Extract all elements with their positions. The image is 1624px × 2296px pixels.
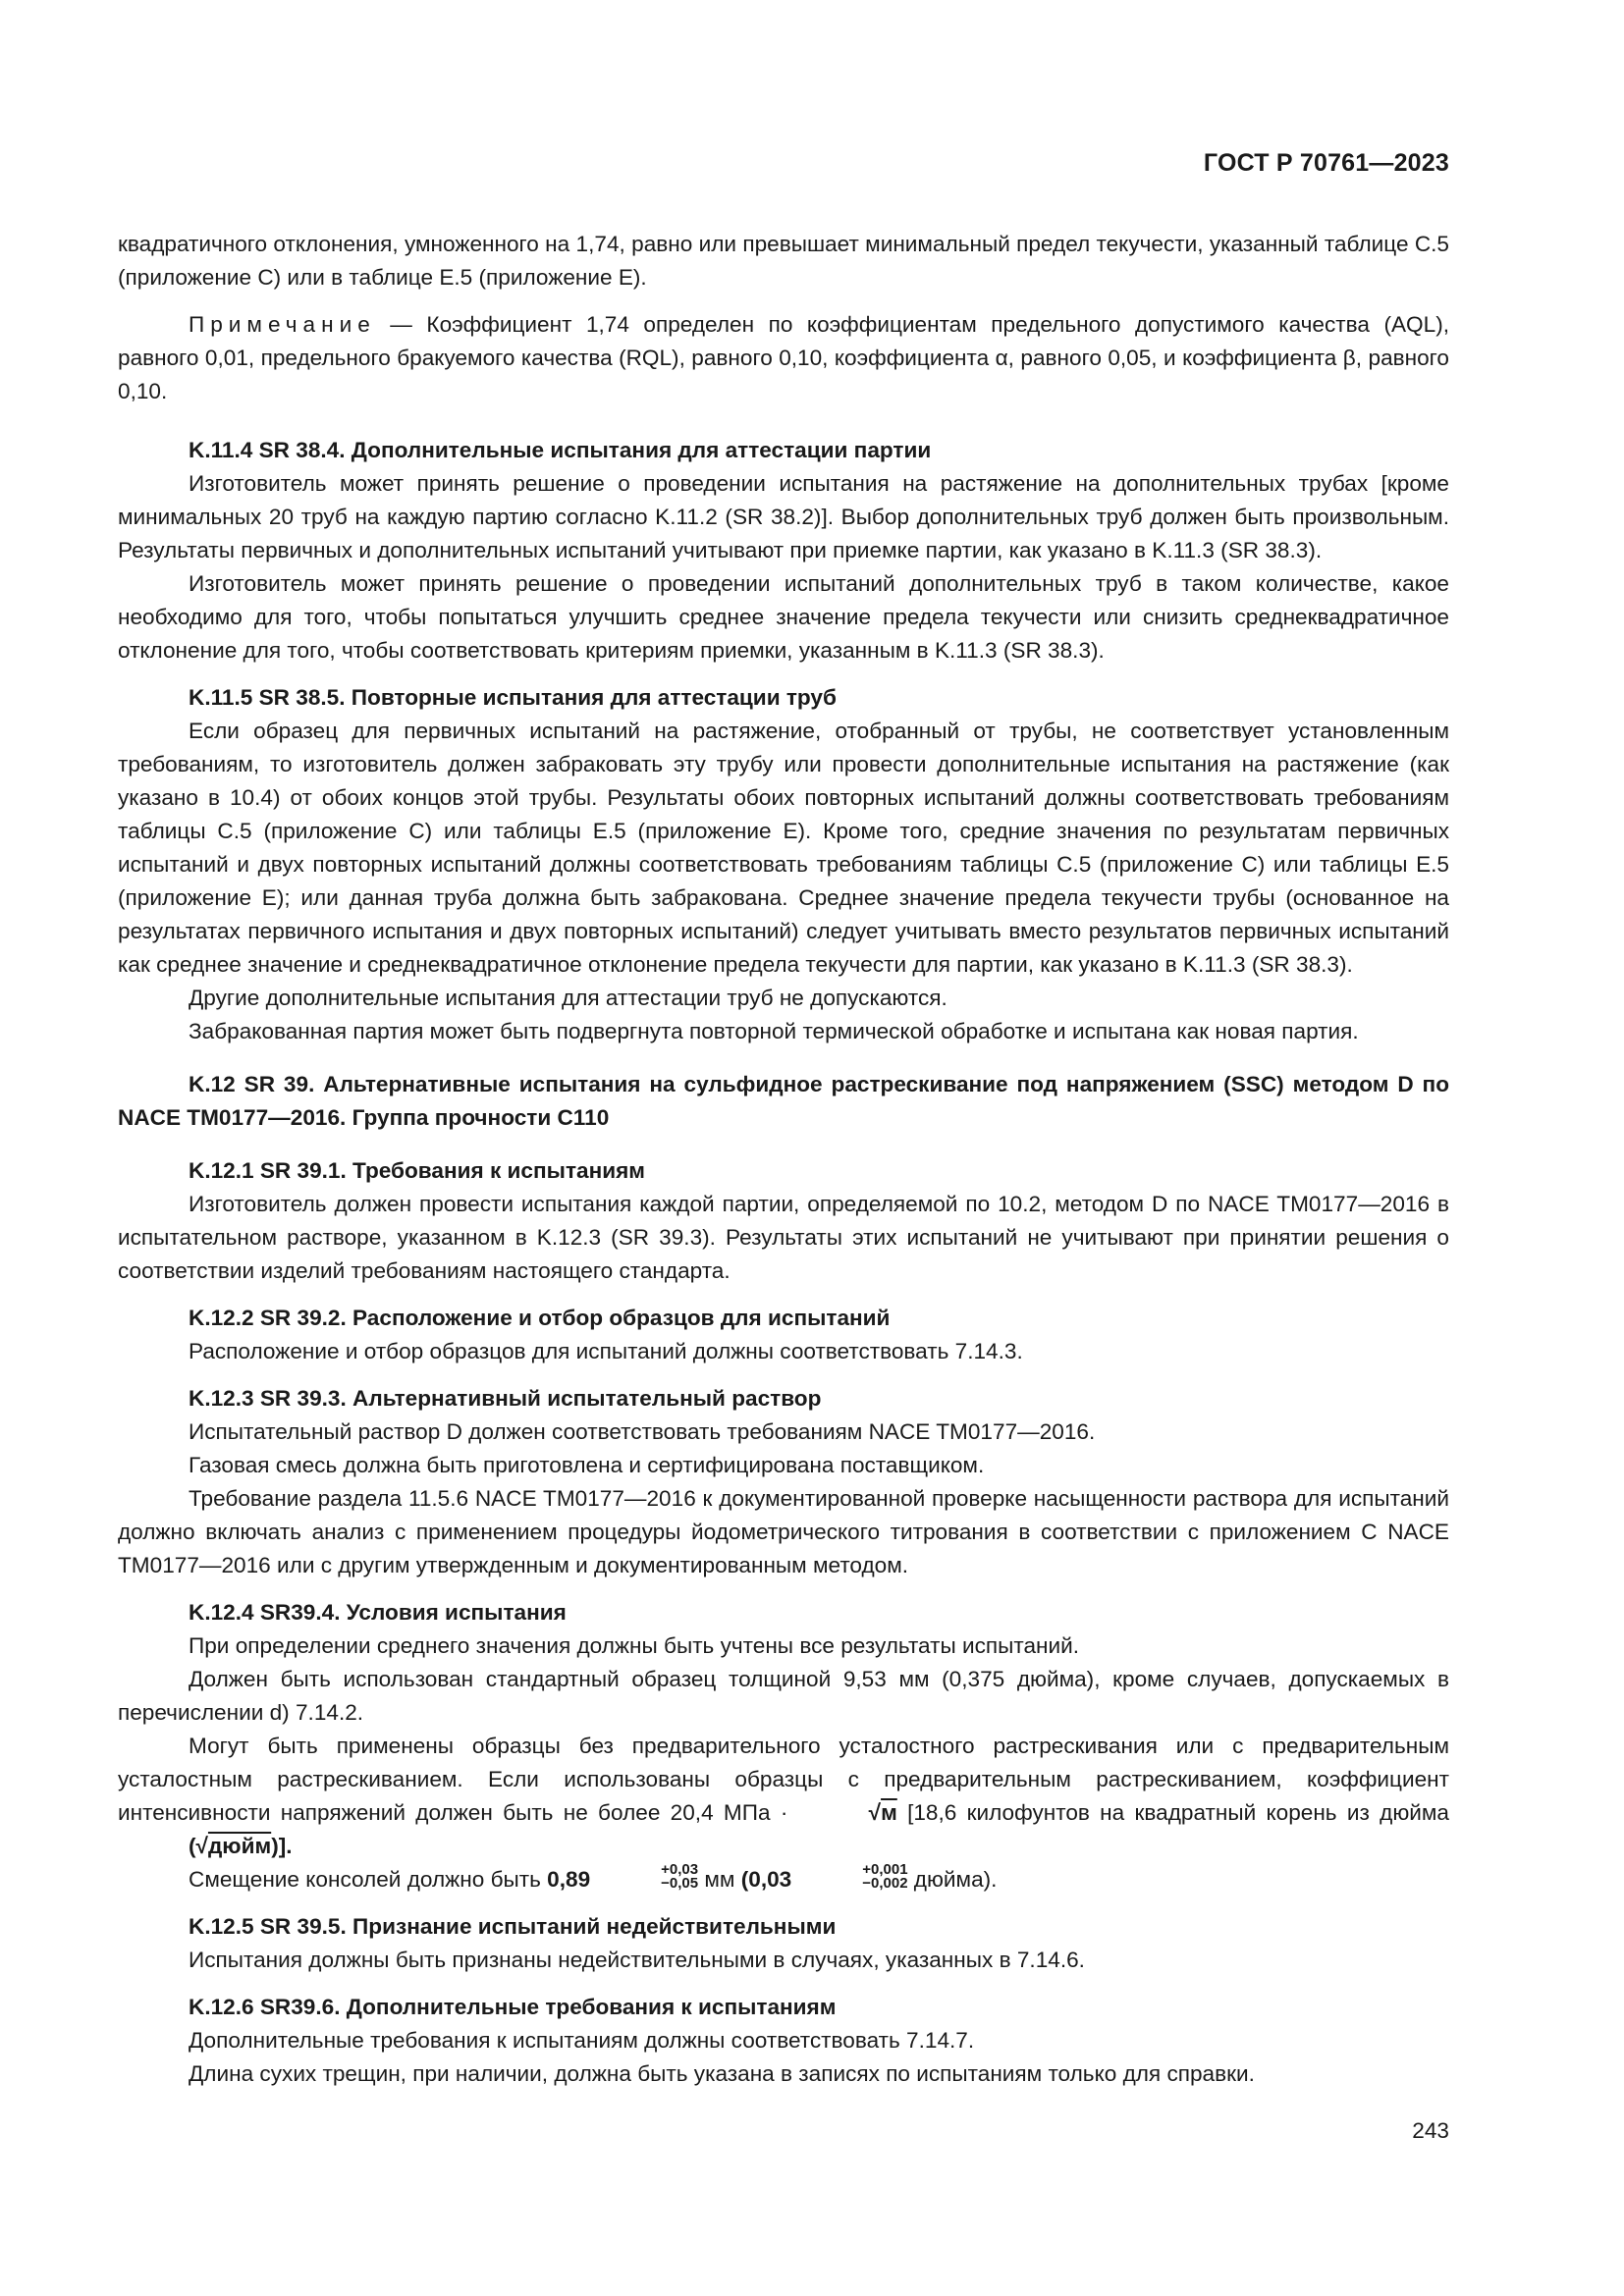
section-heading-k126: K.12.6 SR39.6. Дополнительные требования к испытаниям <box>189 1995 837 2019</box>
paragraph: Должен быть использован стандартный образец толщиной 9,53 мм (0,375 дюйма), кроме случаев, допускаемых в перечислении d) 7.14.2. <box>118 1667 1449 1725</box>
section-heading-k115: K.11.5 SR 38.5. Повторные испытания для аттестации труб <box>189 685 837 710</box>
section-heading-k122: K.12.2 SR 39.2. Расположение и отбор образцов для испытаний <box>189 1306 891 1330</box>
section-heading-k125: K.12.5 SR 39.5. Признание испытаний недействительными <box>189 1914 837 1939</box>
section-heading-k123: K.12.3 SR 39.3. Альтернативный испытательный раствор <box>189 1386 822 1411</box>
displacement-mm-tolerance: +0,03 −0,05 <box>661 1861 699 1893</box>
paragraph: Требование раздела 11.5.6 NACE TM0177—2016 к документированной проверке насыщенности раствора для испытаний должно включать анализ с применением процедуры йодометрического титрования в соответствии с приложением С NACE TM0177—2016 или с другим утвержденным и документированным методом. <box>118 1486 1449 1577</box>
paragraph: Другие дополнительные испытания для аттестации труб не допускаются. <box>189 986 947 1010</box>
paragraph: Изготовитель должен провести испытания каждой партии, определяемой по 10.2, методом D по NACE TM0177—2016 в испытательном растворе, указанном в K.12.3 (SR 39.3). Результаты этих испытаний не учитывают при принятии решения о соответствии изделий требованиям настоящего стандарта. <box>118 1192 1449 1283</box>
note-label: Примечание <box>189 312 376 337</box>
paragraph: Испытания должны быть признаны недействительными в случаях, указанных в 7.14.6. <box>189 1948 1085 1972</box>
sqrt-inch-formula: (√дюйм) <box>189 1834 279 1858</box>
displacement-mm-value: 0,89 <box>547 1867 591 1892</box>
standard-header: ГОСТ Р 70761—2023 <box>1203 149 1449 177</box>
note <box>118 308 1449 408</box>
document-body <box>118 228 1449 2091</box>
page-number: 243 <box>1412 2118 1449 2143</box>
paragraph: Испытательный раствор D должен соответствовать требованиям NACE TM0177—2016. <box>189 1419 1096 1444</box>
paragraph: Изготовитель может принять решение о проведении испытаний дополнительных труб в таком количестве, какое необходимо для того, чтобы попытаться улучшить среднее значение предела текучести или снизить среднеквадратичное отклонение для того, чтобы соответствовать критериям приемки, указанным в K.11.3 (SR 38.3). <box>118 571 1449 663</box>
paragraph: Забракованная партия может быть подвергнута повторной термической обработке и испытана как новая партия. <box>189 1019 1359 1043</box>
paragraph: Могут быть применены образцы без предварительного усталостного растрескивания или с предварительным усталостным растрескиванием. Если использованы образцы с предварительным растрескиванием, коэффициент интенсивности напряжений должен быть не более 20,4 МПа · √м [18,6 килофунтов на квадратный корень из дюйма (√дюйм)]. <box>118 1730 1449 1863</box>
displacement-inch-tolerance: +0,001 −0,002 <box>862 1861 908 1893</box>
section-heading-k12: K.12 SR 39. Альтернативные испытания на сульфидное растрескивание под напряжением (SSC) методом D по NACE TM0177—2016. Группа прочности С110 <box>118 1072 1449 1130</box>
paragraph: При определении среднего значения должны быть учтены все результаты испытаний. <box>189 1633 1080 1658</box>
section-heading-k114: K.11.4 SR 38.4. Дополнительные испытания для аттестации партии <box>189 438 932 462</box>
paragraph: Расположение и отбор образцов для испытаний должны соответствовать 7.14.3. <box>189 1339 1023 1363</box>
section-heading-k124: K.12.4 SR39.4. Условия испытания <box>189 1600 567 1625</box>
paragraph: Если образец для первичных испытаний на растяжение, отобранный от трубы, не соответствует установленным требованиям, то изготовитель должен забраковать эту трубу или провести дополнительные испытания на растяжение (как указано в 10.4) от обоих концов этой трубы. Результаты обоих повторных испытаний должны соответствовать требованиям таблицы С.5 (приложение С) или таблицы Е.5 (приложение Е). Кроме того, средние значения по результатам первичных испытаний и двух повторных испытаний должны соответствовать требованиям таблицы С.5 (приложение С) или таблицы Е.5 (приложение Е); или данная труба должна быть забракована. Среднее значение предела текучести трубы (основанное на результатах первичного испытания и двух повторных испытаний) следует учитывать вместо результатов первичных испытаний как среднее значение и среднеквадратичное отклонение предела текучести для партии, как указано в K.11.3 (SR 38.3). <box>118 719 1449 977</box>
paragraph: Длина сухих трещин, при наличии, должна быть указана в записях по испытаниям только для справки. <box>189 2061 1255 2086</box>
note-text: — Коэффициент 1,74 определен по коэффициентам предельного допустимого качества (AQL), равного 0,01, предельного бракуемого качества (RQL), равного 0,10, коэффициента α, равного 0,05, и коэффициента β, равного 0,10. <box>118 312 1449 403</box>
paragraph: Изготовитель может принять решение о проведении испытания на растяжение на дополнительных трубах [кроме минимальных 20 труб на каждую партию согласно K.11.2 (SR 38.2)]. Выбор дополнительных труб должен быть произвольным. Результаты первичных и дополнительных испытаний учитывают при приемке партии, как указано в K.11.3 (SR 38.3). <box>118 471 1449 562</box>
paragraph: Дополнительные требования к испытаниям должны соответствовать 7.14.7. <box>189 2028 975 2053</box>
paragraph: Смещение консолей должно быть 0,89 +0,03 −0,05 мм (0,03 +0,001 −0,002 дюйма). <box>189 1861 998 1893</box>
sqrt-m-formula: √м <box>868 1800 897 1825</box>
section-heading-k121: K.12.1 SR 39.1. Требования к испытаниям <box>189 1158 646 1183</box>
displacement-inch-value: (0,03 <box>740 1867 792 1892</box>
paragraph: Газовая смесь должна быть приготовлена и сертифицирована поставщиком. <box>189 1453 985 1477</box>
paragraph: квадратичного отклонения, умноженного на 1,74, равно или превышает минимальный предел текучести, указанный таблице С.5 (приложение С) или в таблице Е.5 (приложение Е). <box>118 232 1449 290</box>
